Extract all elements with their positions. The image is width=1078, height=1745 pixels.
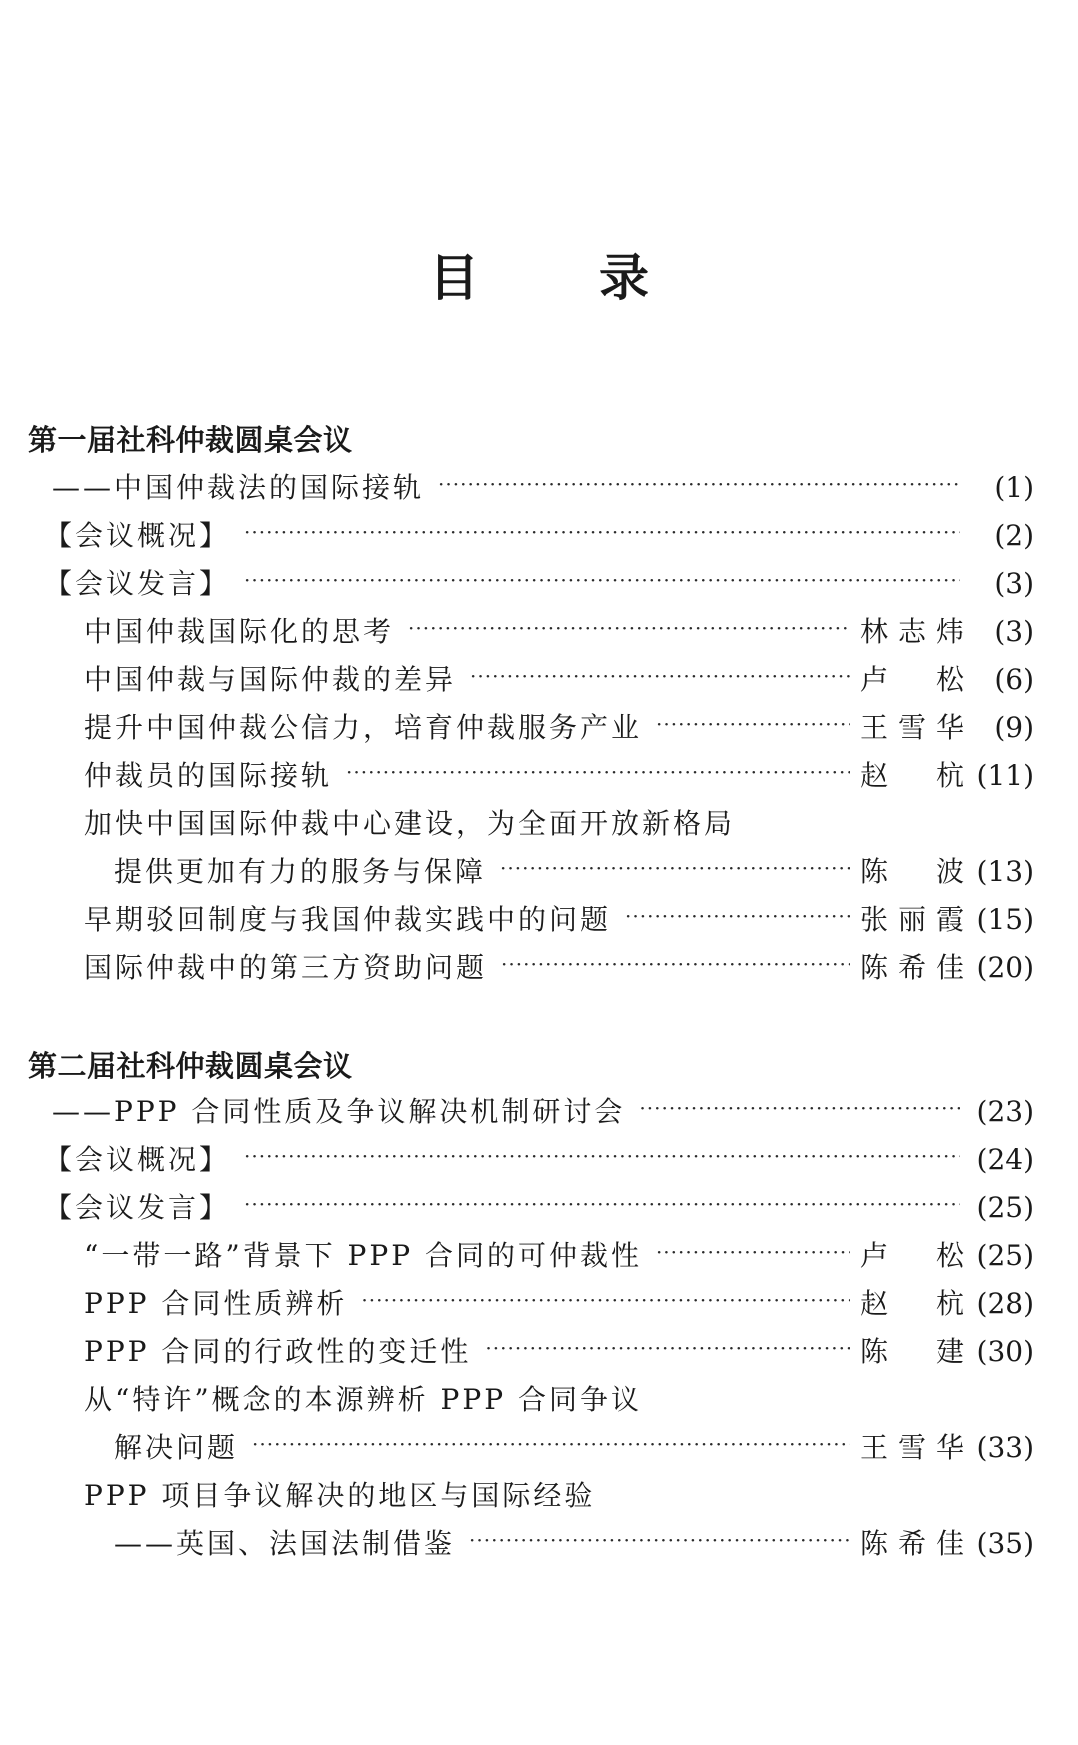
entry-author: 陈希佳 (860, 951, 964, 984)
dot-leader (408, 608, 850, 648)
entry-page: (24) (976, 1143, 1034, 1176)
entry-page: (30) (976, 1335, 1034, 1368)
toc-entry[interactable] (84, 660, 1034, 700)
dot-leader (469, 1520, 850, 1560)
dot-leader (438, 464, 960, 504)
entry-author: 王雪华 (860, 711, 964, 744)
entry-page: (9) (994, 711, 1034, 744)
dot-leader (244, 1184, 960, 1224)
toc-entry[interactable] (84, 1380, 1034, 1420)
entry-author: 赵 杭 (860, 759, 964, 792)
dot-leader (656, 1232, 850, 1272)
dot-leader (625, 896, 850, 936)
entry-title: ——中国仲裁法的国际接轨 (52, 471, 425, 504)
entry-title: 国际仲裁中的第三方资助问题 (84, 951, 488, 984)
entry-page: (20) (976, 951, 1034, 984)
entry-title: 【会议概况】 (44, 519, 231, 552)
dot-leader (501, 944, 850, 984)
toc-entry[interactable] (114, 1428, 1034, 1468)
entry-title: 【会议发言】 (44, 1191, 231, 1224)
toc-entry[interactable] (84, 1236, 1034, 1276)
dot-leader (361, 1280, 850, 1320)
section-1-heading: 第一届社科仲裁圆桌会议 (28, 423, 353, 457)
entry-page: (15) (976, 903, 1034, 936)
entry-page: (25) (976, 1239, 1034, 1272)
entry-author: 林志炜 (860, 615, 964, 648)
toc-entry[interactable] (84, 948, 1034, 988)
section-2-heading: 第二届社科仲裁圆桌会议 (28, 1049, 353, 1083)
dot-leader (639, 1088, 960, 1128)
entry-title: 仲裁员的国际接轨 (84, 759, 333, 792)
toc-entry[interactable] (84, 1476, 1034, 1516)
entry-title: 【会议概况】 (44, 1143, 231, 1176)
toc-entry[interactable] (84, 1332, 1034, 1372)
page-title (0, 238, 1078, 310)
dot-leader (244, 560, 960, 600)
entry-title: PPP 合同的行政性的变迁性 (84, 1335, 472, 1368)
entry-page: (3) (994, 615, 1034, 648)
toc-entry[interactable] (52, 1092, 1034, 1132)
entry-page: (23) (976, 1095, 1034, 1128)
entry-author: 陈希佳 (860, 1527, 964, 1560)
toc-entry[interactable] (44, 516, 1034, 556)
toc-entry[interactable] (84, 804, 1034, 844)
toc-entry[interactable] (44, 1188, 1034, 1228)
toc-entry[interactable] (114, 852, 1034, 892)
entry-page: (35) (976, 1527, 1034, 1560)
dot-leader (244, 512, 960, 552)
entry-title: 提供更加有力的服务与保障 (114, 855, 487, 888)
toc-entry[interactable] (84, 612, 1034, 652)
entry-page: (6) (994, 663, 1034, 696)
entry-title: “一带一路”背景下 PPP 合同的可仲裁性 (84, 1239, 642, 1272)
entry-page: (28) (976, 1287, 1034, 1320)
toc-entry[interactable] (84, 708, 1034, 748)
entry-page: (33) (976, 1431, 1034, 1464)
entry-author: 陈 建 (860, 1335, 964, 1368)
entry-title: PPP 合同性质辨析 (84, 1287, 348, 1320)
toc-entry[interactable] (84, 900, 1034, 940)
title-char-2: 录 (599, 248, 649, 307)
entry-title: 【会议发言】 (44, 567, 231, 600)
toc-entry[interactable] (44, 1140, 1034, 1180)
entry-page: (2) (994, 519, 1034, 552)
entry-author: 陈 波 (860, 855, 964, 888)
entry-author: 卢 松 (860, 1239, 964, 1272)
dot-leader (485, 1328, 850, 1368)
toc-entry[interactable] (84, 756, 1034, 796)
title-char-1: 目 (429, 248, 479, 307)
entry-title: PPP 项目争议解决的地区与国际经验 (84, 1479, 596, 1512)
entry-title: 早期驳回制度与我国仲裁实践中的问题 (84, 903, 612, 936)
dot-leader (500, 848, 850, 888)
entry-title: 从“特许”概念的本源辨析 PPP 合同争议 (84, 1383, 642, 1416)
dot-leader (346, 752, 850, 792)
toc-entry[interactable] (44, 564, 1034, 604)
entry-title: ——PPP 合同性质及争议解决机制研讨会 (52, 1095, 626, 1128)
dot-leader (656, 704, 850, 744)
entry-page: (25) (976, 1191, 1034, 1224)
entry-author: 张丽霞 (860, 903, 964, 936)
toc-entry[interactable] (84, 1284, 1034, 1324)
entry-title: 加快中国国际仲裁中心建设，为全面开放新格局 (84, 807, 736, 840)
dot-leader (470, 656, 850, 696)
entry-page: (13) (976, 855, 1034, 888)
entry-page: (11) (976, 759, 1034, 792)
entry-title: 中国仲裁与国际仲裁的差异 (84, 663, 457, 696)
entry-author: 卢 松 (860, 663, 964, 696)
entry-title: 提升中国仲裁公信力，培育仲裁服务产业 (84, 711, 643, 744)
toc-entry[interactable] (52, 468, 1034, 508)
dot-leader (244, 1136, 960, 1176)
dot-leader (252, 1424, 850, 1464)
entry-title: 中国仲裁国际化的思考 (84, 615, 395, 648)
entry-page: (3) (994, 567, 1034, 600)
entry-title: ——英国、法国法制借鉴 (114, 1527, 456, 1560)
entry-author: 赵 杭 (860, 1287, 964, 1320)
entry-author: 王雪华 (860, 1431, 964, 1464)
entry-title: 解决问题 (114, 1431, 239, 1464)
entry-page: (1) (994, 471, 1034, 504)
toc-entry[interactable] (114, 1524, 1034, 1564)
